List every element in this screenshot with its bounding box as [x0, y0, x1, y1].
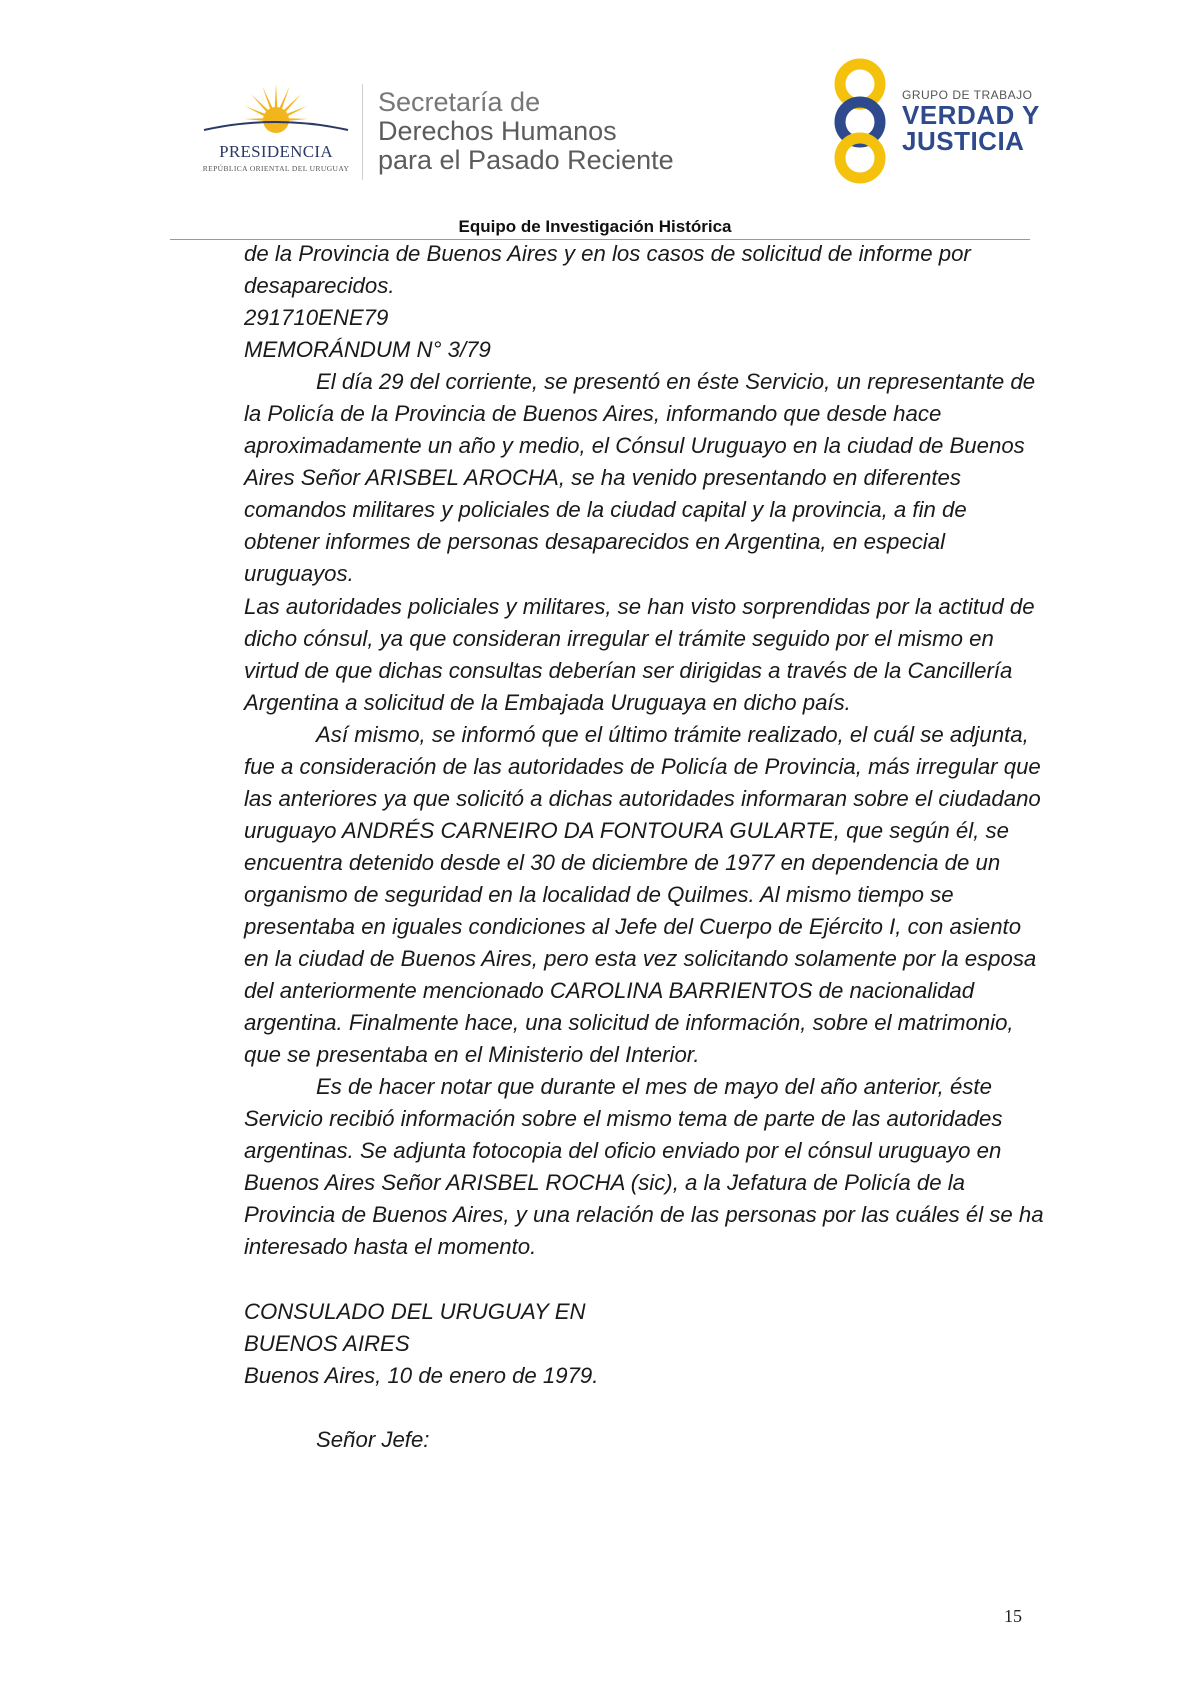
- paragraph-4: El día 29 del corriente, se presentó en éste Servicio, un representante de la Policía de la Provincia de Buenos Aires, informando que desde hace aproximadamente un año y medio, el Cónsul Uruguayo en la ciudad de Buenos Aires Señor ARISBEL AROCHA, se ha venido presentando en diferentes comandos militares y policiales de la ciudad capital y la provincia, a fin de obtener informes de personas desaparecidos en Argentina, en especial uruguayos.: [244, 369, 1036, 587]
- paragraph-9: BUENOS AIRES: [244, 1330, 410, 1356]
- grupo-text: [902, 88, 1040, 154]
- paragraph-7: Es de hacer notar que durante el mes de mayo del año anterior, éste Servicio recibió información sobre el mismo tema de parte de las autoridades argentinas. Se adjunta fotocopia del oficio enviado por el cónsul uruguayo en Buenos Aires Señor ARISBEL ROCHA (sic), a la Jefatura de Policía de la Provincia de Buenos Aires, y una relación de las personas por las cuáles él se ha interesado hasta el momento.: [244, 1074, 1044, 1260]
- blank-line: [244, 1264, 1044, 1296]
- paragraph-2: 291710ENE79: [244, 305, 389, 331]
- header-divider: [362, 84, 363, 180]
- grupo-line-2: JUSTICIA: [902, 126, 1025, 156]
- paragraph-1: de la Provincia de Buenos Aires y en los casos de solicitud de informe por desaparecidos.: [244, 241, 971, 299]
- paragraph-5: Las autoridades policiales y militares, se han visto sorprendidas por la actitud de dicho cónsul, ya que consideran irregular el trámite seguido por el mismo en virtud de que dichas consultas deberían ser dirigidas a través de la Cancillería Argentina a solicitud de la Embajada Uruguaya en dicho país.: [244, 593, 1035, 715]
- blank-line: [244, 1392, 1044, 1424]
- paragraph-10: Buenos Aires, 10 de enero de 1979.: [244, 1362, 599, 1388]
- secretaria-title: [378, 88, 674, 175]
- paragraph-8: CONSULADO DEL URUGUAY EN: [244, 1298, 586, 1324]
- secretaria-line-2: Derechos Humanos: [378, 116, 617, 146]
- secretaria-line-1: Secretaría de: [378, 87, 541, 117]
- presidencia-subtitle: REPÚBLICA ORIENTAL DEL URUGUAY: [202, 164, 350, 173]
- paragraph-3: MEMORÁNDUM N° 3/79: [244, 337, 491, 363]
- interlinked-rings-icon: [822, 56, 912, 186]
- grupo-line-1: VERDAD Y: [902, 100, 1040, 130]
- grupo-small-label: GRUPO DE TRABAJO: [902, 88, 1033, 102]
- presidencia-logo: [196, 80, 356, 180]
- paragraph-11: Señor Jefe:: [316, 1426, 430, 1452]
- page-number: 15: [1004, 1606, 1022, 1626]
- team-heading: Equipo de Investigación Histórica: [458, 217, 732, 236]
- presidencia-name: PRESIDENCIA: [219, 142, 333, 161]
- page-header: [0, 0, 1190, 250]
- document-body: [244, 238, 1044, 1456]
- sun-of-may-icon: [196, 80, 356, 142]
- secretaria-line-3: para el Pasado Reciente: [378, 145, 674, 175]
- paragraph-6: Así mismo, se informó que el último trámite realizado, el cuál se adjunta, fue a consideración de las autoridades de Policía de Provincia, más irregular que las anteriores ya que solicitó a dichas autoridades informaran sobre el ciudadano uruguayo ANDRÉS CARNEIRO DA FONTOURA GULARTE, que según él, se encuentra detenido desde el 30 de diciembre de 1977 en dependencia de un organismo de seguridad en la localidad de Quilmes. Al mismo tiempo se presentaba en iguales condiciones al Jefe del Cuerpo de Ejército I, con asiento en la ciudad de Buenos Aires, pero esta vez solicitando solamente por la esposa del anteriormente mencionado CAROLINA BARRIENTOS de nacionalidad argentina. Finalmente hace, una solicitud de información, sobre el matrimonio, que se presentaba en el Ministerio del Interior.: [244, 721, 1041, 1068]
